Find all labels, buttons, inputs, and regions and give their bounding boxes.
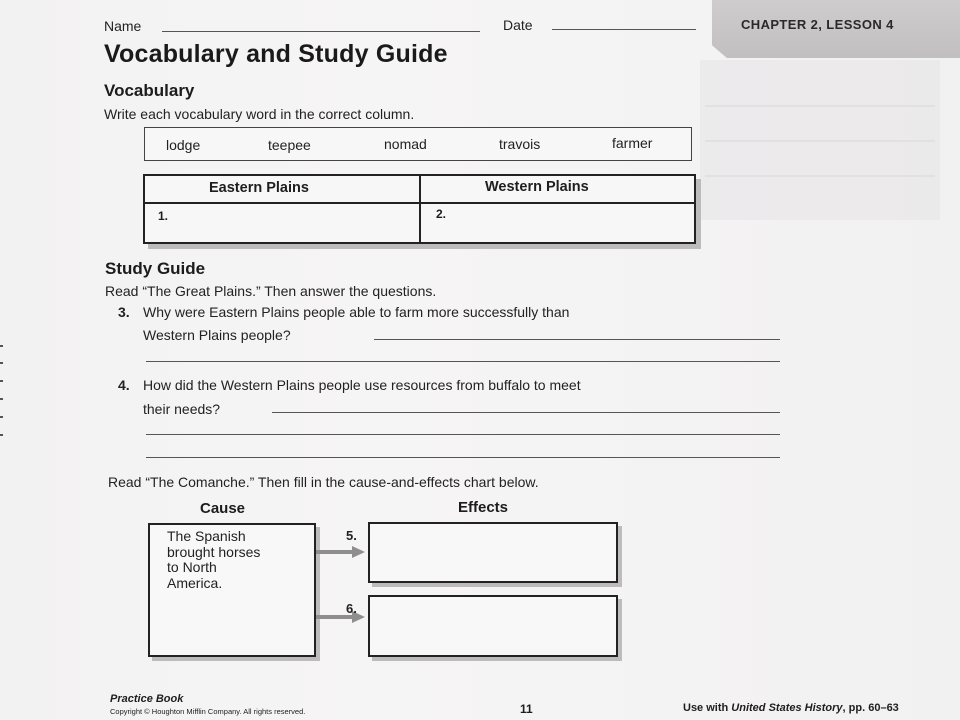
answer-number: 2. — [436, 207, 447, 221]
cause-text: The Spanish brought horses to North America. — [167, 528, 261, 591]
question-4 — [118, 377, 130, 393]
word-item: travois — [499, 136, 541, 152]
word-item: teepee — [268, 137, 311, 153]
arrow-icon — [316, 610, 366, 624]
arrow-icon — [316, 545, 366, 559]
page-number: 11 — [520, 702, 533, 716]
edge-mark — [0, 416, 3, 418]
answer-line[interactable] — [146, 361, 780, 362]
question-3-line-1: Why were Eastern Plains people able to farm more successfully than — [143, 304, 570, 320]
edge-mark — [0, 362, 3, 364]
study-guide-instruction: Read “The Great Plains.” Then answer the questions. — [105, 283, 437, 299]
date-label: Date — [503, 17, 533, 33]
effect-number: 6. — [346, 601, 357, 616]
vocabulary-instruction: Write each vocabulary word in the correct column. — [104, 106, 415, 122]
eastern-plains-answer[interactable] — [147, 204, 417, 240]
eastern-plains-header: Eastern Plains — [209, 180, 309, 196]
date-field[interactable] — [552, 29, 696, 30]
table-divider — [419, 176, 421, 242]
answer-line[interactable] — [272, 412, 780, 413]
bleed-through — [705, 175, 935, 177]
practice-book-label: Practice Book — [110, 693, 184, 705]
edge-mark — [0, 345, 3, 347]
question-number: 4. — [118, 377, 130, 393]
chart-instruction: Read “The Comanche.” Then fill in the cause-and-effects chart below. — [108, 474, 539, 490]
chapter-label: CHAPTER 2, LESSON 4 — [741, 17, 894, 32]
effect-number: 5. — [346, 528, 357, 543]
use-with-reference: Use with United States History, pp. 60–63 — [683, 702, 899, 714]
vocabulary-heading: Vocabulary — [104, 81, 195, 100]
answer-line[interactable] — [146, 457, 780, 458]
question-4-line-1: How did the Western Plains people use resources from buffalo to meet — [143, 377, 581, 393]
cause-heading: Cause — [200, 500, 246, 517]
word-item: lodge — [166, 137, 201, 153]
study-guide-heading: Study Guide — [105, 259, 206, 278]
edge-mark — [0, 398, 3, 400]
page-title: Vocabulary and Study Guide — [104, 40, 448, 68]
answer-line[interactable] — [374, 339, 780, 340]
plains-table — [143, 174, 696, 244]
effect-box-6[interactable] — [368, 595, 618, 657]
question-3-line-2: Western Plains people? — [143, 327, 291, 343]
name-field[interactable] — [162, 31, 480, 32]
word-bank — [144, 127, 692, 161]
question-3 — [118, 304, 130, 320]
question-4-line-2: their needs? — [143, 401, 221, 417]
answer-line[interactable] — [146, 434, 780, 435]
edge-mark — [0, 380, 3, 382]
bleed-through — [705, 140, 935, 142]
bleed-through — [705, 105, 935, 107]
name-label: Name — [104, 18, 142, 34]
effect-box-5[interactable] — [368, 522, 618, 583]
western-plains-header: Western Plains — [485, 179, 589, 195]
effects-heading: Effects — [458, 499, 509, 516]
western-plains-answer[interactable] — [423, 204, 691, 240]
edge-mark — [0, 434, 3, 436]
answer-number: 1. — [158, 209, 169, 223]
word-item: farmer — [612, 135, 653, 151]
cause-box — [148, 523, 316, 657]
question-number: 3. — [118, 304, 130, 320]
word-item: nomad — [384, 136, 427, 152]
copyright-notice: Copyright © Houghton Mifflin Company. All rights reserved. — [110, 707, 306, 716]
